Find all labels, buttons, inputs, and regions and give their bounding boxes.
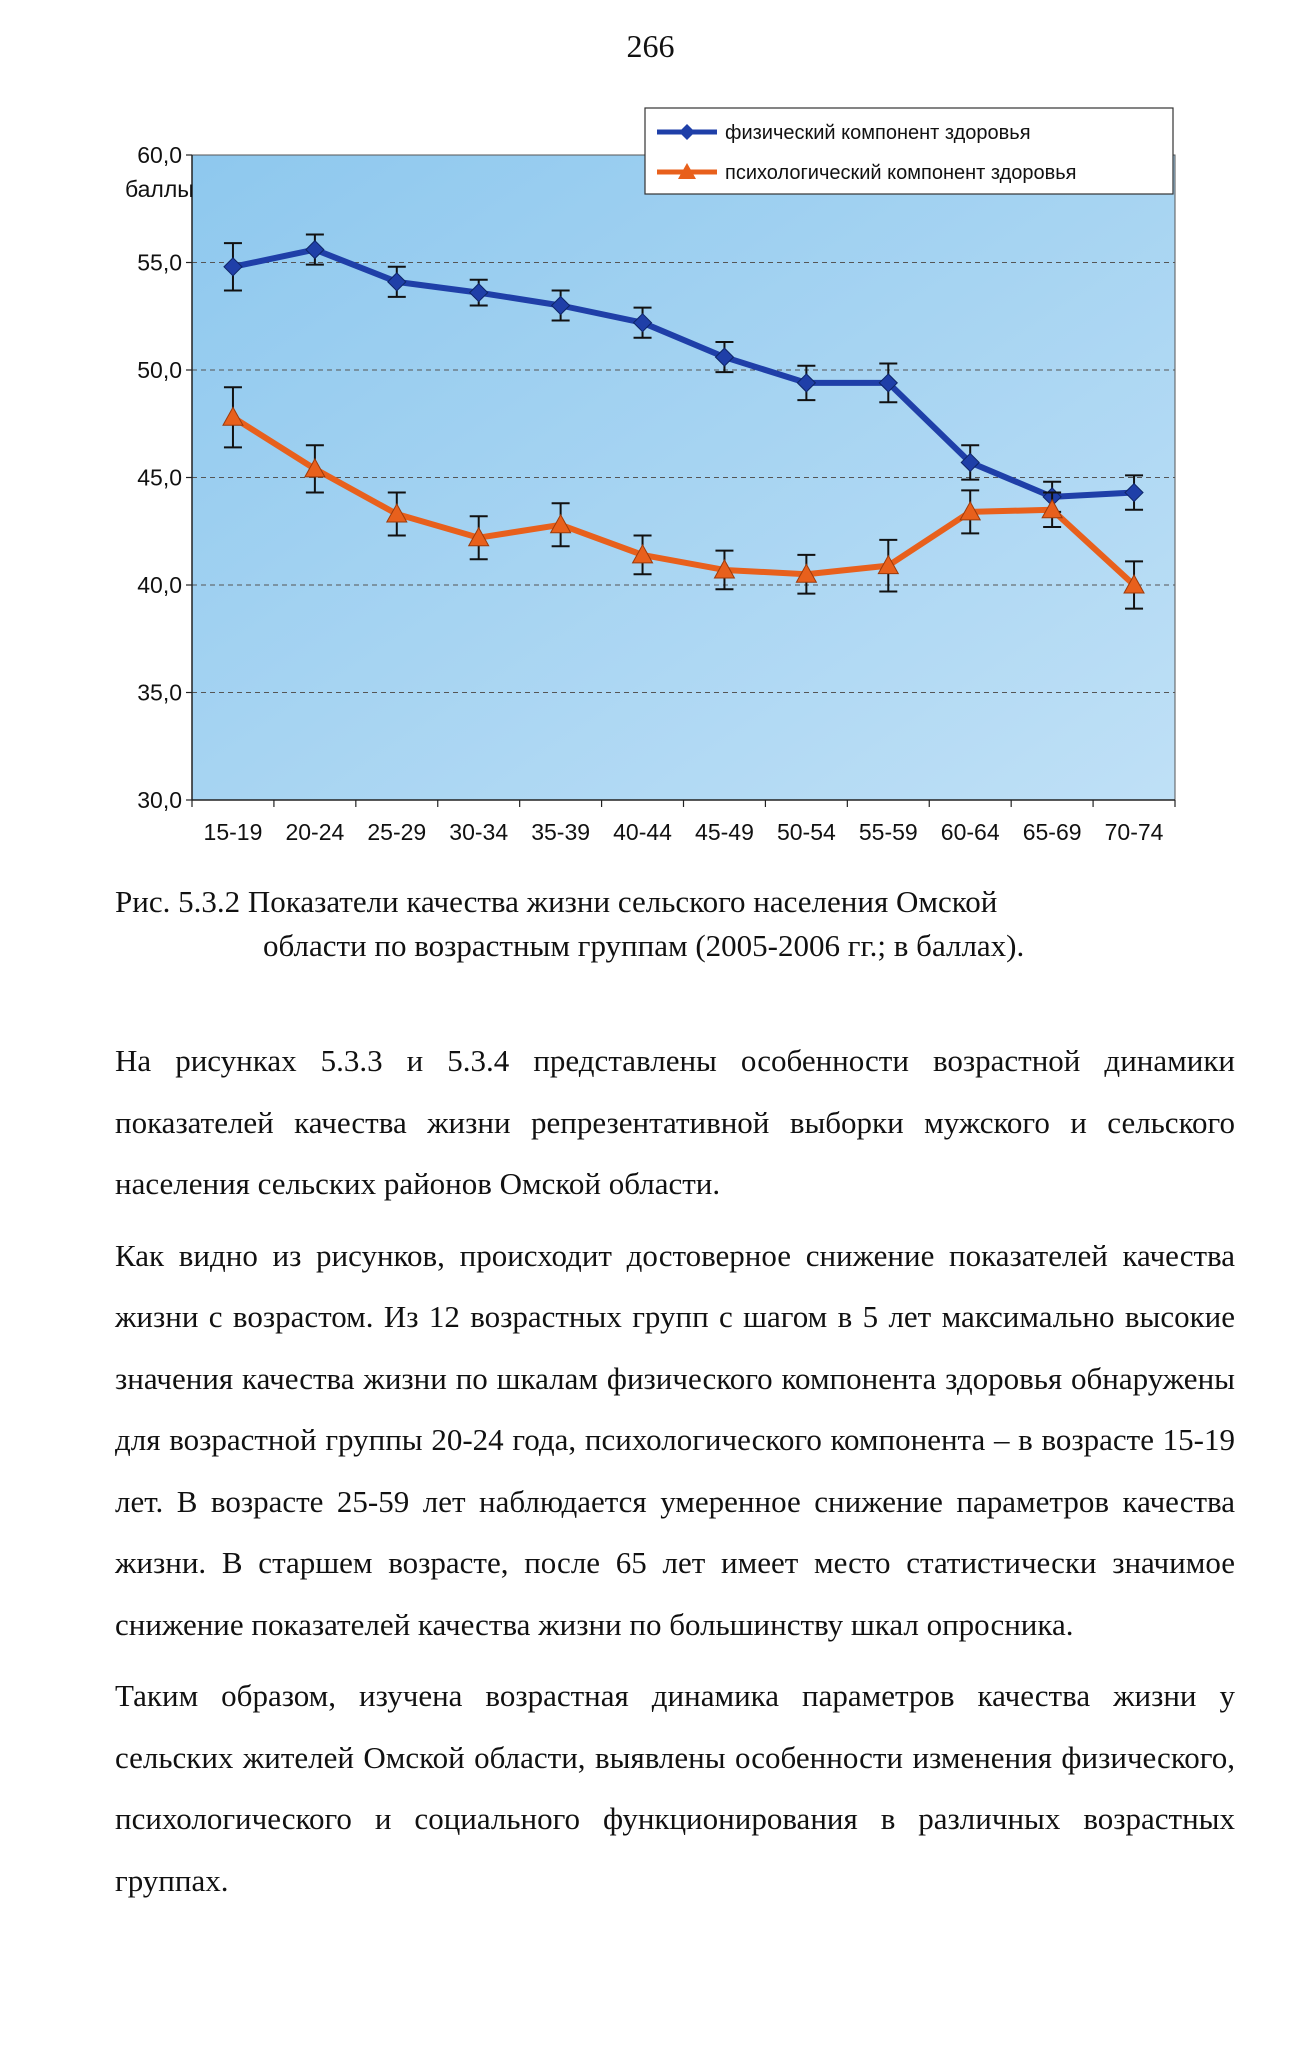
x-tick-label: 45-49	[695, 819, 754, 845]
quality-of-life-chart	[110, 105, 1190, 845]
figure-caption	[115, 880, 1235, 968]
y-tick-labels	[137, 142, 192, 813]
x-tick-label: 55-59	[858, 819, 918, 845]
legend	[645, 108, 1173, 194]
x-tick-label: 65-69	[1022, 819, 1082, 845]
legend-label: психологический компонент здоровья	[725, 162, 1077, 184]
y-tick-label: 60,0	[137, 142, 182, 168]
x-tick-label: 15-19	[203, 819, 263, 845]
y-tick-label: 45,0	[137, 464, 182, 491]
x-tick-label: 70-74	[1104, 819, 1164, 845]
chart-svg	[110, 105, 1190, 845]
body-text	[115, 1030, 1235, 1911]
y-tick-label: 35,0	[137, 679, 182, 706]
caption-line-2: области по возрастным группам (2005-2006 гг.; в баллах).	[263, 928, 1025, 963]
paragraph-3: Таким образом, изучена возрастная динамика параметров качества жизни у сельских жителей Омской области, выявлены особенности изменения физического, психологического и социального функционирования в различных возрастных группах.	[115, 1678, 1235, 1898]
y-axis-label: баллы	[125, 176, 194, 202]
y-tick-label: 30,0	[137, 787, 182, 813]
x-tick-label: 60-64	[940, 819, 1000, 845]
paragraph-2: Как видно из рисунков, происходит достоверное снижение показателей качества жизни с возрастом. Из 12 возрастных групп с шагом в 5 лет максимально высокие значения качества жизни по шкалам физического компонента здоровья обнаружены для возрастной группы 20-24 года, психологического компонента – в возрасте 15-19 лет. В возрасте 25-59 лет наблюдается умеренное снижение параметров качества жизни. В старшем возрасте, после 65 лет имеет место статистически значимое снижение показателей качества жизни по большинству шкал опросника.	[115, 1237, 1235, 1642]
y-tick-label: 40,0	[137, 572, 182, 598]
x-tick-label: 35-39	[531, 819, 591, 845]
x-tick-label: 25-29	[367, 819, 427, 845]
x-tick-label: 40-44	[613, 819, 672, 845]
y-tick-label: 50,0	[137, 357, 182, 383]
y-tick-label: 55,0	[137, 249, 182, 276]
page-number: 266	[626, 28, 675, 64]
x-tick-label: 20-24	[285, 819, 345, 845]
legend-label: физический компонент здоровья	[725, 122, 1031, 144]
caption-line-1: Рис. 5.3.2 Показатели качества жизни сельского населения Омской	[115, 884, 998, 919]
paragraph-1: На рисунках 5.3.3 и 5.3.4 представлены особенности возрастной динамики показателей качества жизни репрезентативной выборки мужского и сельского населения сельских районов Омской области.	[115, 1043, 1235, 1201]
x-tick-label: 30-34	[449, 819, 509, 845]
x-tick-labels	[204, 819, 1164, 845]
x-tick-label: 50-54	[776, 819, 836, 845]
